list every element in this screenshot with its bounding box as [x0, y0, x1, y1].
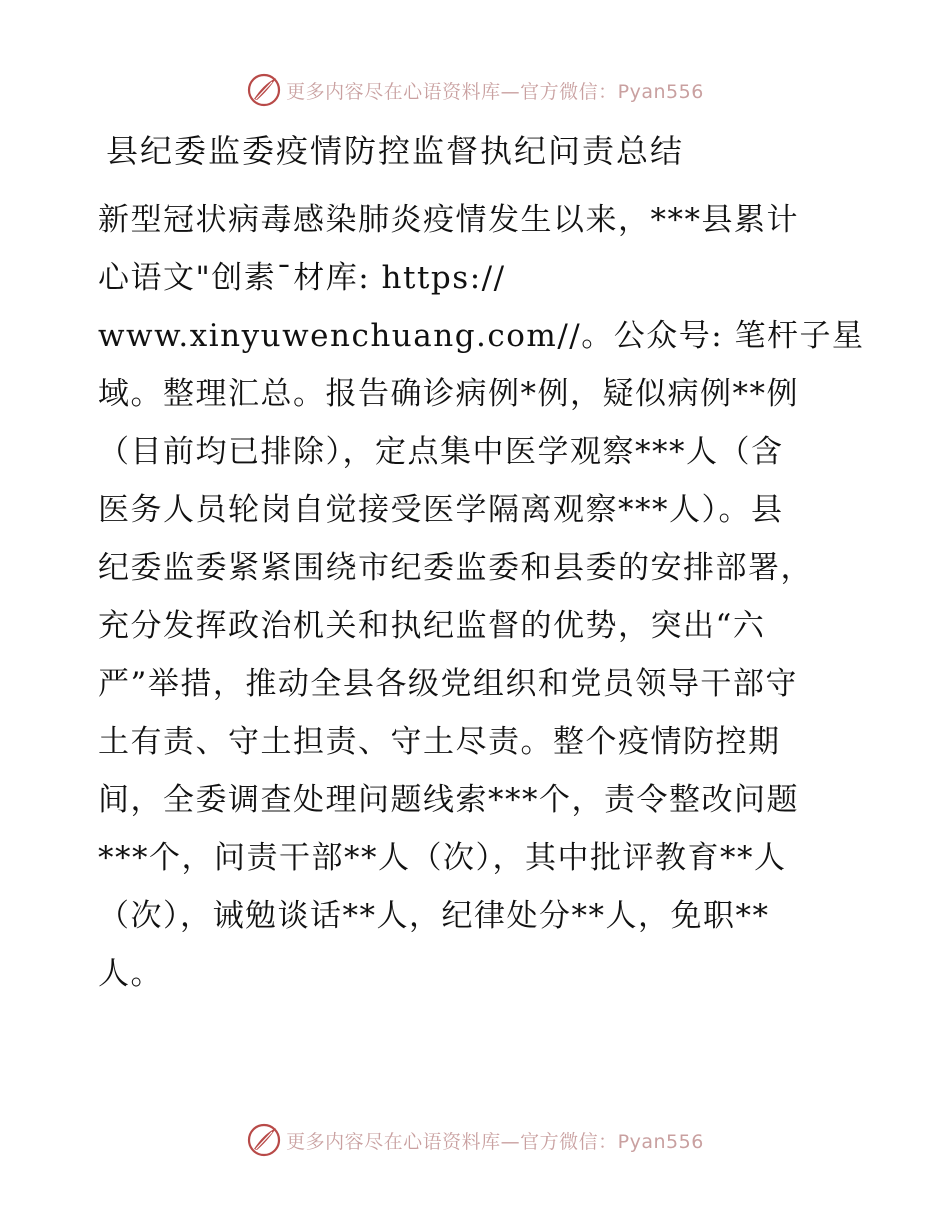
body-line: 纪委监委紧紧围绕市纪委监委和县委的安排部署， [98, 550, 813, 586]
body-line: 心语文"创素¯材库: https:// [98, 260, 506, 296]
body-line: 域。整理汇总。报告确诊病例*例，疑似病例**例 [98, 376, 799, 412]
body-line: 严”举措，推动全县各级党组织和党员领导干部守 [98, 666, 798, 702]
body-line: 新型冠状病毒感染肺炎疫情发生以来，***县累计 [98, 202, 799, 238]
body-line: 人。 [98, 956, 163, 992]
quill-pen-icon [246, 72, 282, 108]
body-line: www.xinyuwenchuang.com//。公众号: 笔杆子星 [98, 318, 865, 354]
body-line: 医务人员轮岗自觉接受医学隔离观察***人）。县 [98, 492, 784, 528]
header-banner [0, 70, 950, 110]
body-line: 充分发挥政治机关和执纪监督的优势，突出“六 [98, 608, 766, 644]
body-line: 土有责、守土担责、守土尽责。整个疫情防控期 [98, 724, 781, 760]
body-line: ***个，问责干部**人（次），其中批评教育**人 [98, 840, 787, 876]
quill-pen-icon [246, 1122, 282, 1158]
body-line: 间，全委调查处理问题线索***个，责令整改问题 [98, 782, 799, 818]
header-banner-text: 更多内容尽在心语资料库—官方微信：Pyan556 [286, 80, 704, 103]
footer-banner-text: 更多内容尽在心语资料库—官方微信：Pyan556 [286, 1130, 704, 1153]
document-title: 县纪委监委疫情防控监督执纪问责总结 [106, 132, 685, 170]
footer-banner [0, 1120, 950, 1160]
body-line: （次），诫勉谈话**人，纪律处分**人，免职** [98, 898, 770, 934]
body-line: （目前均已排除），定点集中医学观察***人（含 [98, 434, 784, 470]
